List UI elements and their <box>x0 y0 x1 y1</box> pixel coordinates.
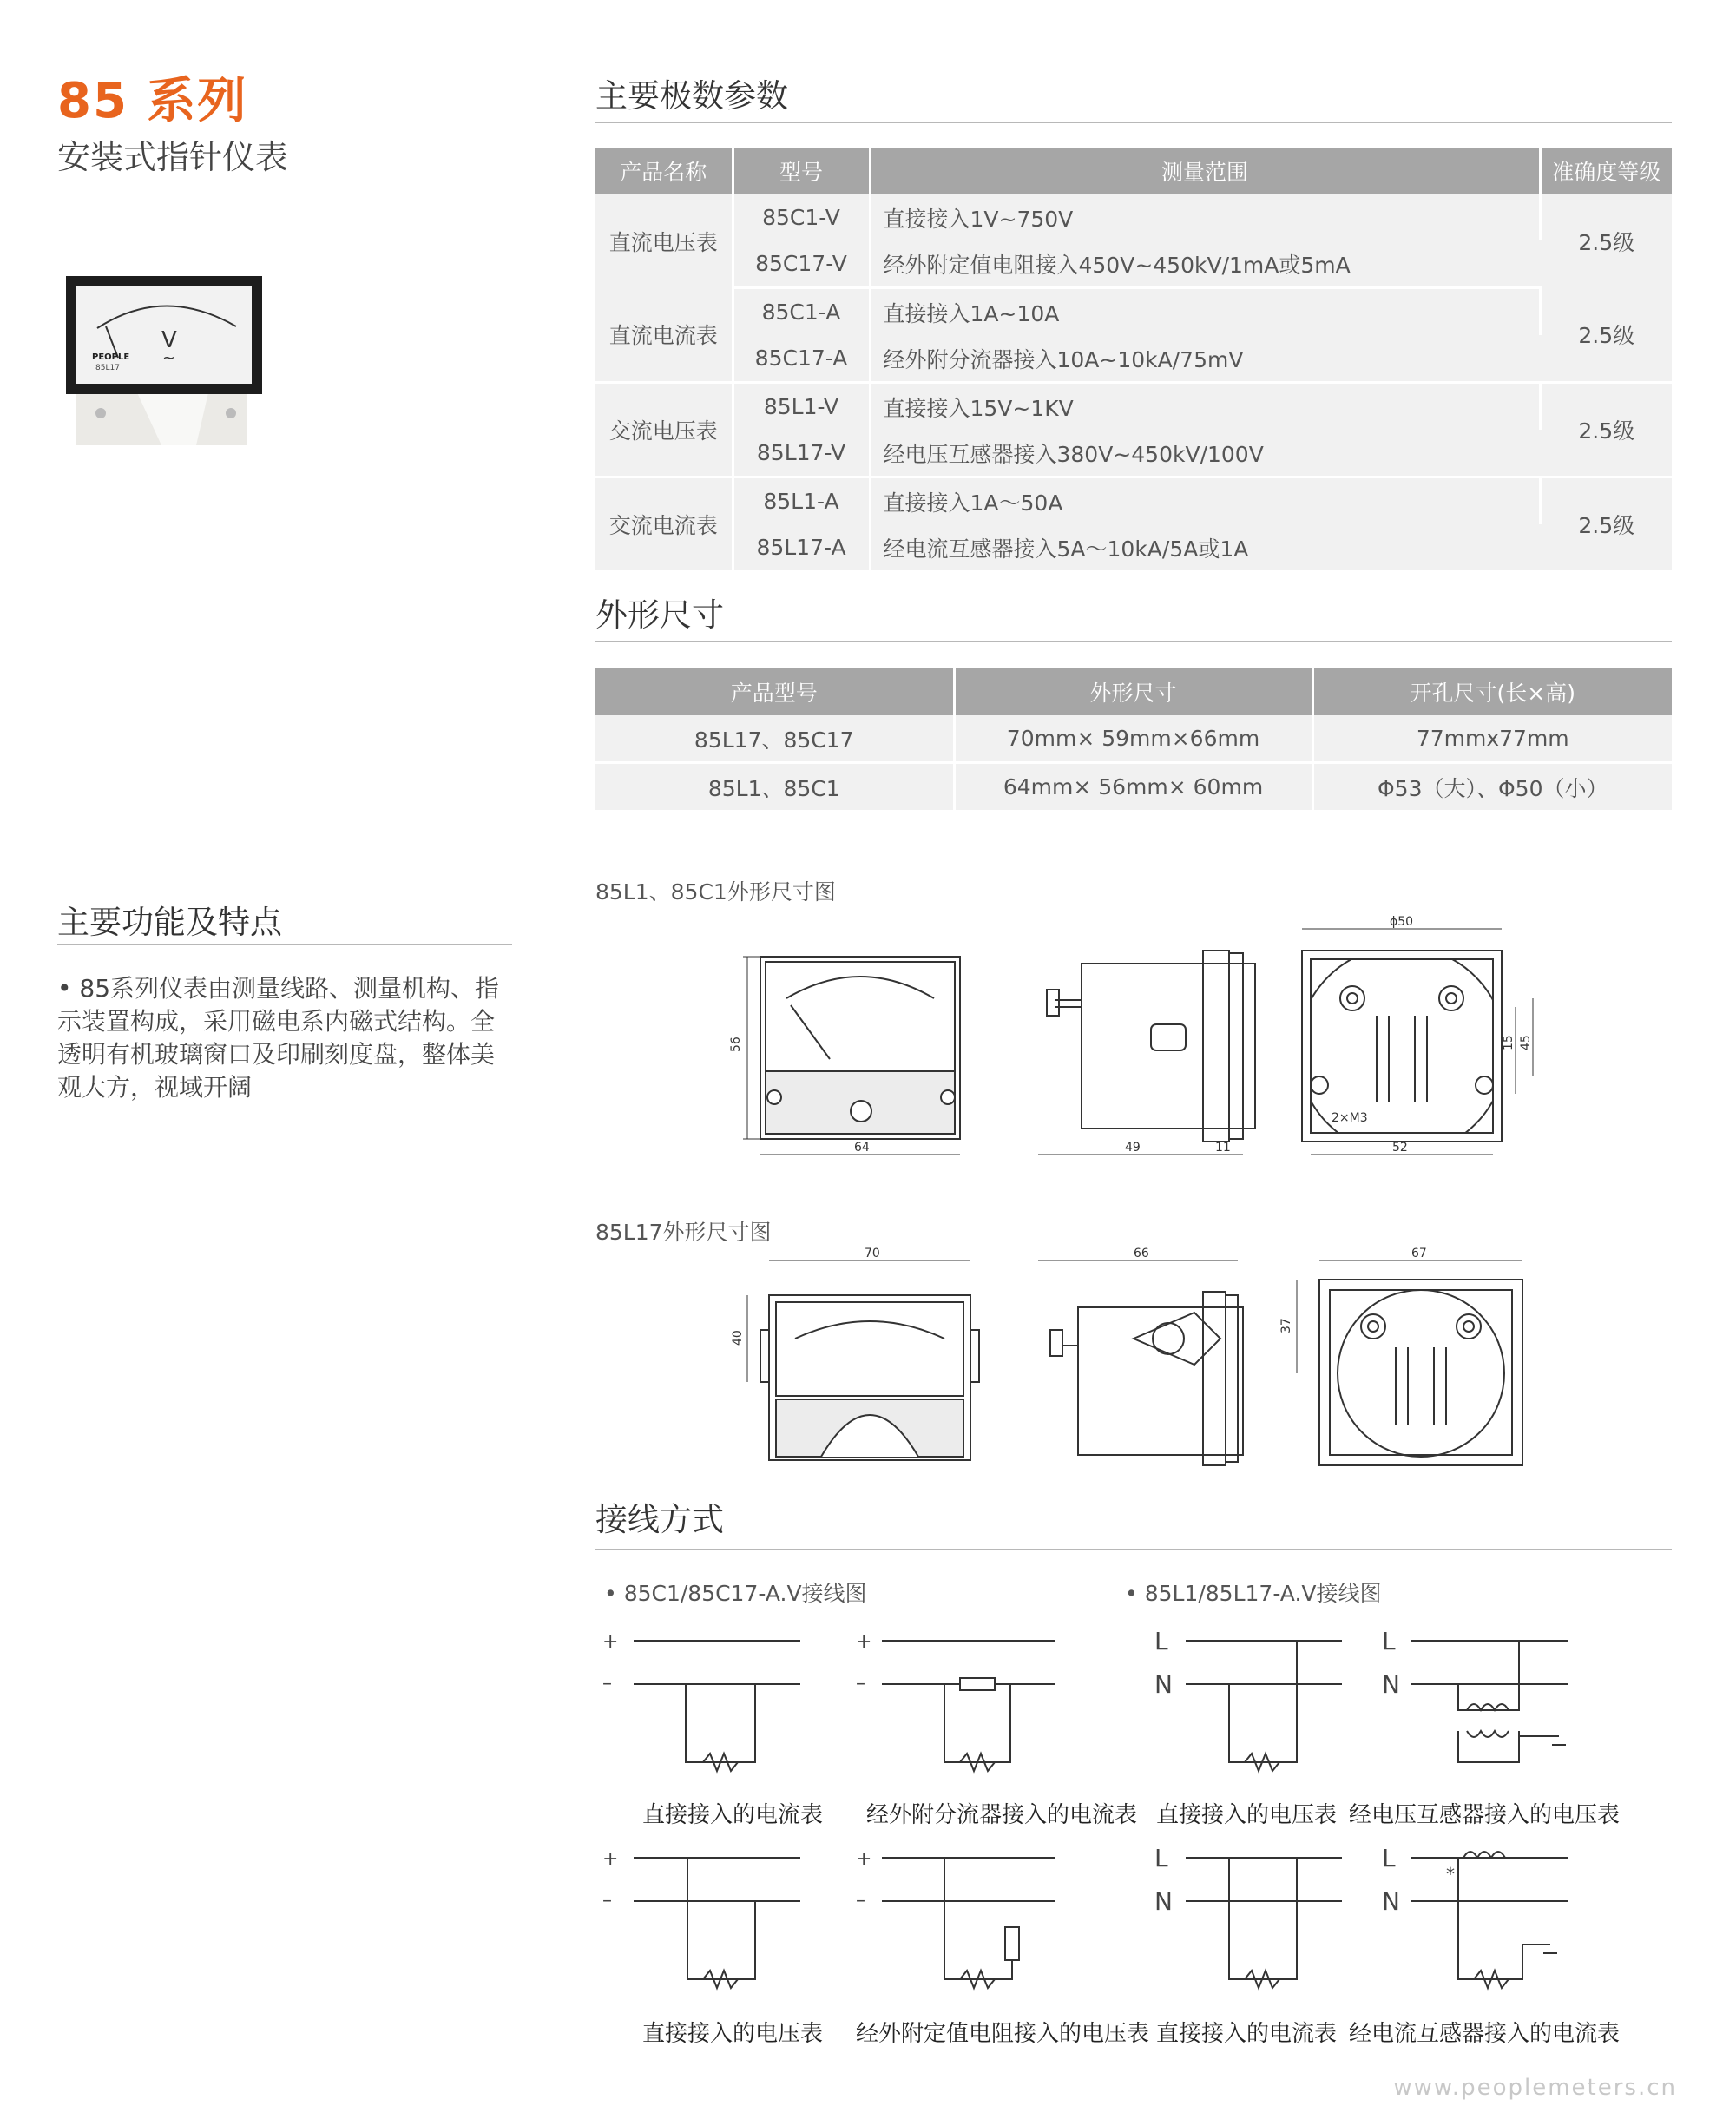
dimensions-header-row <box>595 668 1672 715</box>
dc2-plus: + <box>856 1631 872 1653</box>
range: 直接接入15V~1KV <box>870 383 1540 431</box>
ac4-l: L <box>1382 1844 1396 1872</box>
accuracy: 2.5级 <box>1540 194 1672 288</box>
model: 85C1-A <box>733 288 870 336</box>
ac2-n: N <box>1382 1670 1400 1699</box>
product-name: 交流电压表 <box>595 383 733 477</box>
model: 85C17-V <box>733 240 870 288</box>
col-product-name: 产品名称 <box>595 148 733 194</box>
table-row <box>595 524 1672 570</box>
col-model: 型号 <box>733 148 870 194</box>
d1-front-h: 56 <box>729 1037 743 1052</box>
wiring-group1-title: • 85C1/85C17-A.V接线图 <box>604 1581 867 1606</box>
drawing2-title: 85L17外形尺寸图 <box>595 1220 772 1245</box>
table-cell: 64mm× 56mm× 60mm <box>954 763 1312 811</box>
col-product-model: 产品型号 <box>595 668 954 715</box>
ac1-l: L <box>1154 1627 1168 1655</box>
accuracy: 2.5级 <box>1540 383 1672 477</box>
ac4-n: N <box>1382 1887 1400 1916</box>
ac1-n: N <box>1154 1670 1173 1699</box>
wiring-label-4: 经电压互感器接入的电压表 <box>1349 1802 1621 1828</box>
accuracy: 2.5级 <box>1540 477 1672 571</box>
params-table <box>595 148 1672 570</box>
range: 经外附分流器接入10A~10kA/75mV <box>870 335 1540 383</box>
series-title: 85 系列 <box>57 73 248 129</box>
d2-side-w: 66 <box>1134 1247 1149 1260</box>
wiring-group2-title: • 85L1/85L17-A.V接线图 <box>1125 1581 1382 1606</box>
model: 85L1-A <box>733 477 870 525</box>
range: 直接接入1A～50A <box>870 477 1540 525</box>
model: 85C17-A <box>733 335 870 383</box>
wiring-heading: 接线方式 <box>595 1501 724 1538</box>
range: 经电流互感器接入5A～10kA/5A或1A <box>870 524 1540 570</box>
params-heading: 主要极数参数 <box>595 77 788 115</box>
features-rule <box>57 944 512 945</box>
model: 85L17-A <box>733 524 870 570</box>
model: 85L1-V <box>733 383 870 431</box>
params-header-row <box>595 148 1672 194</box>
range: 直接接入1A~10A <box>870 288 1540 336</box>
table-cell: 77mmx77mm <box>1312 715 1672 763</box>
d2-back-w: 67 <box>1411 1247 1427 1260</box>
ac3-n: N <box>1154 1887 1173 1916</box>
dc4-minus: – <box>856 1890 865 1912</box>
wiring-label-3: 直接接入的电压表 <box>1156 1802 1338 1828</box>
d1-back-top: ϕ50 <box>1390 915 1414 929</box>
features-text: • 85系列仪表由测量线路、测量机构、指示装置构成，采用磁电系内磁式结构。全透明有机玻璃窗口及印刷刻度盘，整体美观大方，视域开阔 <box>57 974 500 1102</box>
model: 85L17-V <box>733 430 870 477</box>
col-range: 测量范围 <box>870 148 1540 194</box>
table-row <box>595 194 1672 240</box>
footer-url[interactable]: www.peoplemeters.cn <box>1393 2075 1677 2101</box>
dc4-plus: + <box>856 1848 872 1870</box>
product-name: 直流电压表 <box>595 194 733 288</box>
ac2-l: L <box>1382 1627 1396 1655</box>
meter-brand: PEOPLE <box>92 352 130 362</box>
params-rule <box>595 122 1672 123</box>
d2-back-h: 37 <box>1279 1318 1293 1333</box>
table-row <box>595 763 1672 811</box>
table-cell: 85L1、85C1 <box>595 763 954 811</box>
d2-front-h: 40 <box>731 1330 745 1346</box>
ac3-l: L <box>1154 1844 1168 1872</box>
d1-back-r1: 15 <box>1502 1035 1516 1050</box>
dimensions-table <box>595 668 1672 810</box>
meter-model: 85L17 <box>95 364 120 372</box>
dimensions-rule <box>595 641 1672 642</box>
table-row <box>595 383 1672 431</box>
table-row <box>595 240 1672 288</box>
d1-back-r2: 45 <box>1519 1035 1533 1050</box>
model: 85C1-V <box>733 194 870 240</box>
features-heading: 主要功能及特点 <box>57 904 282 941</box>
dc1-minus: – <box>602 1673 612 1695</box>
wiring-label-8: 经电流互感器接入的电流表 <box>1349 2021 1621 2047</box>
wiring-label-6: 经外附定值电阻接入的电压表 <box>856 2021 1150 2047</box>
accuracy: 2.5级 <box>1540 288 1672 383</box>
table-row <box>595 477 1672 525</box>
drawing-85l1 <box>595 903 1672 1167</box>
dc1-plus: + <box>602 1631 619 1653</box>
col-accuracy: 准确度等级 <box>1540 148 1672 194</box>
dc3-minus: – <box>602 1890 612 1912</box>
table-row <box>595 430 1672 477</box>
drawing-85l17 <box>595 1243 1672 1472</box>
d1-side-a: 49 <box>1125 1141 1141 1155</box>
table-row <box>595 715 1672 763</box>
d1-back-w: 52 <box>1392 1141 1408 1155</box>
wiring-label-1: 直接接入的电流表 <box>642 1802 824 1828</box>
table-cell: 70mm× 59mm×66mm <box>954 715 1312 763</box>
wiring-label-7: 直接接入的电流表 <box>1156 2021 1338 2047</box>
table-cell: 85L17、85C17 <box>595 715 954 763</box>
d2-front-w: 70 <box>865 1247 880 1260</box>
dc2-minus: – <box>856 1673 865 1695</box>
d1-side-b: 11 <box>1215 1141 1231 1155</box>
product-name: 交流电流表 <box>595 477 733 571</box>
col-cutout-size: 开孔尺寸(长×高) <box>1312 668 1672 715</box>
meter-photo <box>66 276 262 453</box>
wiring-rule <box>595 1549 1672 1550</box>
dc3-plus: + <box>602 1848 619 1870</box>
wiring-label-5: 直接接入的电压表 <box>642 2021 824 2047</box>
product-name: 直流电流表 <box>595 288 733 383</box>
range: 经外附定值电阻接入450V~450kV/1mA或5mA <box>870 240 1540 288</box>
table-cell: Φ53（大）、Φ50（小） <box>1312 763 1672 811</box>
drawing1-title: 85L1、85C1外形尺寸图 <box>595 879 836 905</box>
meter-ac-symbol: ~ <box>162 349 176 367</box>
meter-unit-symbol: V <box>161 327 177 353</box>
table-row <box>595 288 1672 336</box>
d1-screw: 2×M3 <box>1332 1111 1368 1125</box>
table-row <box>595 335 1672 383</box>
ac4-star: * <box>1446 1864 1455 1885</box>
series-subtitle: 安装式指针仪表 <box>57 138 289 176</box>
range: 经电压互感器接入380V~450kV/100V <box>870 430 1540 477</box>
d1-front-w: 64 <box>854 1141 870 1155</box>
dimensions-heading: 外形尺寸 <box>595 596 724 634</box>
col-outer-size: 外形尺寸 <box>954 668 1312 715</box>
wiring-diagrams <box>595 1615 1672 2052</box>
wiring-label-2: 经外附分流器接入的电流表 <box>866 1802 1138 1828</box>
range: 直接接入1V~750V <box>870 194 1540 240</box>
